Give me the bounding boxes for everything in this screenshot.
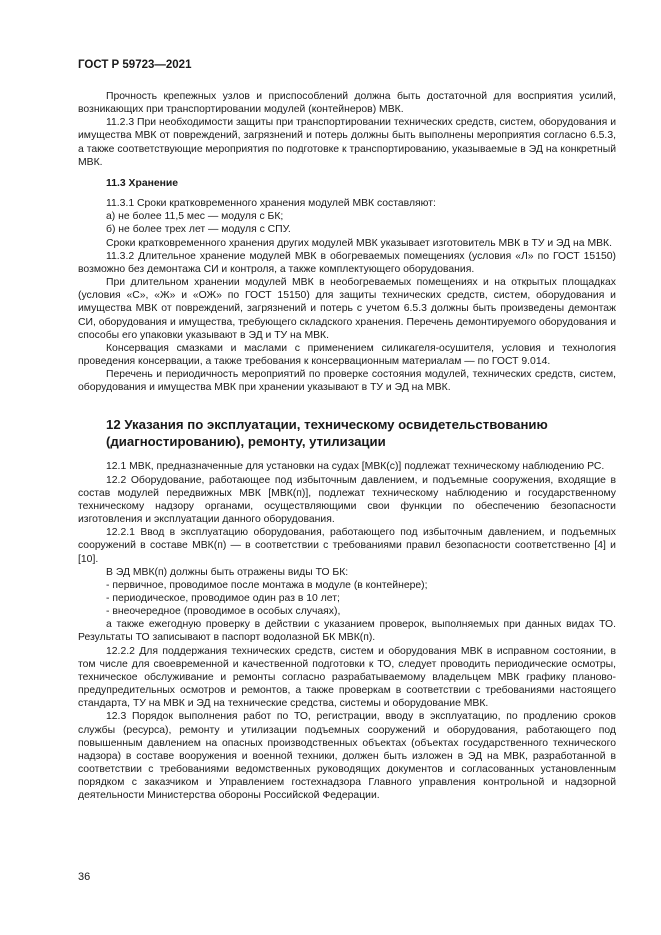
paragraph: 12.2 Оборудование, работающее под избыточным давлением, и подъемные сооружения, входящие в состав модулей передвижных МВК [МВК(п)], подлежат техническому наблюдению и государственному техническому надзору органами, осуществляющими свои функции по обеспечению безопасности изготовления и эксплуатации данного оборудования. [78, 474, 616, 526]
paragraph: В ЭД МВК(п) должны быть отражены виды ТО БК: [106, 566, 349, 578]
paragraph: 11.2.3 При необходимости защиты при транспортировании технических средств, систем, оборудования и имущества МВК от повреждений, загрязнений и потерь должны быть выполнены мероприятия согласно 6.5.3, а также соответствующие мероприятия по подготовке к транспортированию, указываемые в ЭД на конкретный МВК. [78, 117, 616, 168]
section-heading-12: 12 Указания по эксплуатации, техническому освидетельствованию (диагностированию), ремонту, утилизации [106, 417, 548, 450]
paragraph: Перечень и периодичность мероприятий по проверке состояния модулей, технических средств, систем, оборудования и имущества МВК при хранении указывают в ТУ и ЭД на МВК. [78, 369, 616, 394]
paragraph: 12.1 МВК, предназначенные для установки на судах [МВК(с)] подлежат техническому наблюдению РС. [106, 461, 605, 473]
list-item: б) не более трех лет — модуля с СПУ. [106, 224, 291, 236]
list-item: - внеочередное (проводимое в особых случаях), [106, 606, 341, 618]
list-item: - первичное, проводимое после монтажа в модуле (в контейнере); [106, 579, 428, 591]
paragraph: При длительном хранении модулей МВК в необогреваемых помещениях и на открытых площадках (условия «С», «Ж» и «ОЖ» по ГОСТ 15150) для защиты технических средств, систем, оборудования и имущества МВК от повреждений, загрязнений и потерь с учетом 6.5.3 должны быть произведены демонтаж СИ, оборудования и имущества, требующего складского хранения. Перечень демонтируемого оборудования и способы его упаковки указывают в ЭД и ТУ на МВК. [78, 277, 616, 341]
paragraph: 11.3.1 Сроки кратковременного хранения модулей МВК составляют: [106, 198, 436, 210]
paragraph: а также ежегодную проверку в действии с указанием проверок, выполняемых при данных видах ТО. Результаты ТО записывают в паспорт водолазной БК МВК(п). [78, 619, 616, 644]
document-header: ГОСТ Р 59723—2021 [78, 59, 192, 71]
paragraph: 12.2.1 Ввод в эксплуатацию оборудования, работающего под избыточным давлением, и подъемных сооружений в составе МВК(п) — в соответствии с требованиями правил безопасности соответственно [4] и [10]. [78, 527, 616, 565]
document-body [78, 90, 616, 803]
paragraph: Прочность крепежных узлов и приспособлений должна быть достаточной для восприятия усилий, возникающих при транспортировании модулей (контейнеров) МВК. [78, 91, 616, 116]
paragraph: 12.3 Порядок выполнения работ по ТО, регистрации, вводу в эксплуатацию, по продлению сроков службы (ресурса), ремонту и утилизации подъемных сооружений и оборудования, работающего под повышенным давлением на опасных производственных объектах (объектах государственного технического надзора) в составе вооружения и военной техники, должен быть изложен в ЭД на МВК, разработанной в соответствии с требованиями ведомственных руководящих документов и согласованных установленным порядком с заказчиком и Управлением гостехнадзора Главного управления контрольной и надзорной деятельности Министерства обороны Российской Федерации. [78, 711, 616, 802]
list-item: а) не более 11,5 мес — модуля с БК; [106, 211, 284, 223]
paragraph: 12.2.2 Для поддержания технических средств, систем и оборудования МВК в исправном состоянии, в том числе для своевременной и качественной подготовки к ТО, следует проводить периодические осмотры, техническое обслуживание и ремонты согласно разрабатываемому владельцем МВК графику планово-предупредительных осмотров и ремонтов, а также проверкам в соответствии с требованиями настоящего стандарта, ТУ на МВК и ЭД на технические средства, системы и оборудование МВК. [78, 645, 616, 710]
page-number: 36 [78, 871, 91, 883]
paragraph: 11.3.2 Длительное хранение модулей МВК в обогреваемых помещениях (условия «Л» по ГОСТ 15150) возможно без демонтажа СИ и контроля, а также комплектующего оборудования. [78, 250, 616, 275]
paragraph: Сроки кратковременного хранения других модулей МВК указывает изготовитель МВК в ТУ и ЭД на МВК. [106, 237, 612, 249]
paragraph: Консервация смазками и маслами с применением силикагеля-осушителя, условия и технология проведения консервации, а также требования к консервационным материалам — по ГОСТ 9.014. [78, 342, 616, 367]
list-item: - периодическое, проводимое один раз в 10 лет; [106, 593, 340, 604]
section-heading-11-3: 11.3 Хранение [106, 177, 179, 189]
